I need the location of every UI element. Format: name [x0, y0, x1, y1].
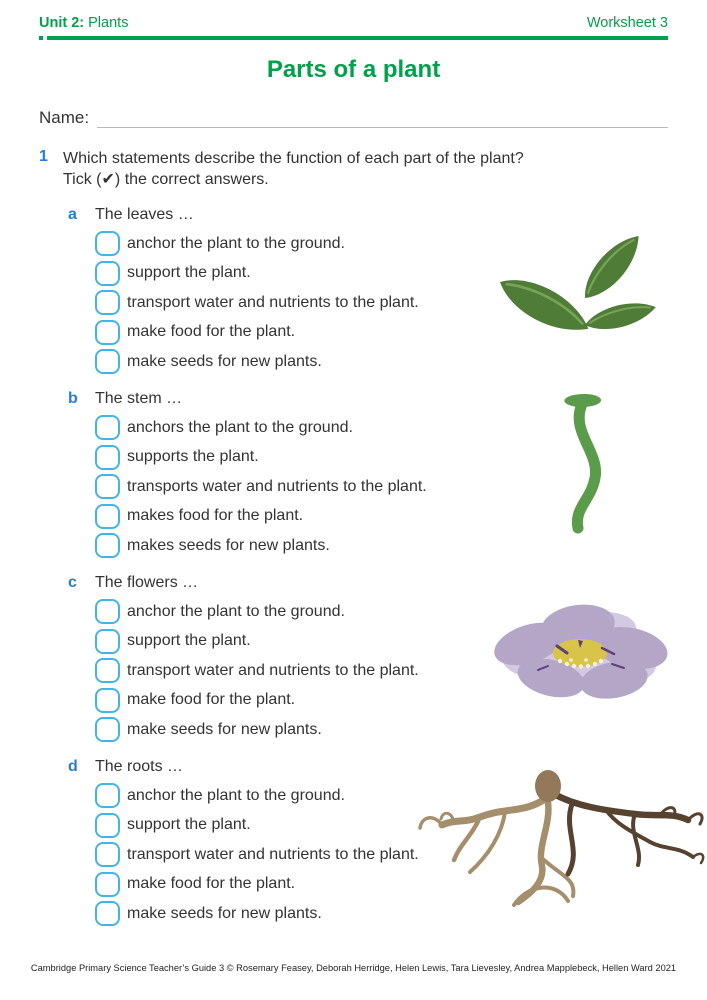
- checkbox[interactable]: [95, 901, 120, 926]
- option-label: make seeds for new plants.: [127, 352, 322, 370]
- option-label: make food for the plant.: [127, 323, 296, 340]
- option-row: [95, 445, 668, 470]
- checkbox[interactable]: [95, 261, 120, 286]
- option-row: [95, 717, 668, 742]
- checkbox[interactable]: [95, 290, 120, 315]
- option-row: [95, 688, 668, 713]
- checkbox[interactable]: [95, 783, 120, 808]
- option-label: supports the plant.: [127, 448, 259, 465]
- option-row: [95, 872, 668, 897]
- section-letter: b: [68, 390, 78, 407]
- option-row: [95, 415, 668, 440]
- option-row: [95, 813, 668, 838]
- question-number: 1: [39, 148, 48, 165]
- checkbox[interactable]: [95, 629, 120, 654]
- option-label: anchor the plant to the ground.: [127, 602, 345, 620]
- checkbox[interactable]: [95, 842, 120, 867]
- option-row: [95, 629, 668, 654]
- name-label: Name:: [39, 108, 90, 127]
- option-row: [95, 533, 668, 558]
- option-row: [95, 474, 668, 499]
- option-label: anchor the plant to the ground.: [127, 786, 345, 804]
- page-header: [39, 15, 668, 31]
- option-label: make seeds for new plants.: [127, 904, 322, 922]
- question-1: [39, 148, 668, 190]
- checkbox[interactable]: [95, 872, 120, 897]
- section-heading: The leaves …: [95, 206, 194, 223]
- option-label: make seeds for new plants.: [127, 720, 322, 738]
- checkbox[interactable]: [95, 474, 120, 499]
- option-row: [95, 261, 668, 286]
- unit-number: Unit 2:: [39, 15, 85, 31]
- checkbox[interactable]: [95, 320, 120, 345]
- checkbox[interactable]: [95, 415, 120, 440]
- section-heading: The roots …: [95, 758, 184, 775]
- option-label: make food for the plant.: [127, 875, 296, 892]
- page-title: Parts of a plant: [266, 56, 441, 83]
- option-row: [95, 320, 668, 345]
- worksheet-label: Worksheet 3: [586, 15, 668, 31]
- option-label: transport water and nutrients to the plant.: [127, 661, 419, 679]
- option-label: make food for the plant.: [127, 691, 296, 708]
- option-label: anchor the plant to the ground.: [127, 234, 345, 252]
- option-row: [95, 658, 668, 683]
- checkbox[interactable]: [95, 717, 120, 742]
- section-heading: The stem …: [95, 390, 183, 407]
- name-input-line[interactable]: [97, 109, 668, 128]
- section-stem: [68, 390, 668, 558]
- option-label: transport water and nutrients to the plant.: [127, 845, 419, 863]
- option-row: [95, 599, 668, 624]
- option-row: [95, 504, 668, 529]
- question-line-2: Tick (✔) the correct answers.: [63, 171, 269, 188]
- unit-label: [39, 15, 128, 31]
- option-label: makes food for the plant.: [127, 507, 304, 524]
- option-row: [95, 901, 668, 926]
- checkbox[interactable]: [95, 688, 120, 713]
- header-rule: [39, 36, 668, 40]
- option-label: support the plant.: [127, 264, 251, 281]
- option-label: support the plant.: [127, 632, 251, 649]
- section-letter: c: [68, 574, 77, 591]
- option-label: anchors the plant to the ground.: [127, 418, 353, 436]
- option-label: makes seeds for new plants.: [127, 536, 330, 554]
- checkbox[interactable]: [95, 231, 120, 256]
- checkbox[interactable]: [95, 445, 120, 470]
- option-label: support the plant.: [127, 816, 251, 833]
- unit-title: Plants: [84, 15, 129, 31]
- checkbox[interactable]: [95, 658, 120, 683]
- header-rule-line: [47, 36, 668, 40]
- checkbox[interactable]: [95, 533, 120, 558]
- copyright-footer: Cambridge Primary Science Teacher’s Guide 3 © Rosemary Feasey, Deborah Herridge, Helen Lewis, Tara Lievesley, Andrea Mapplebeck, Hellen Ward 2021: [30, 963, 677, 973]
- option-label: transports water and nutrients to the plant.: [127, 477, 427, 495]
- section-letter: d: [68, 758, 78, 775]
- section-leaves: [68, 206, 668, 374]
- option-label: transport water and nutrients to the plant.: [127, 293, 419, 311]
- option-row: [95, 231, 668, 256]
- section-letter: a: [68, 206, 77, 223]
- question-text: [63, 148, 524, 190]
- section-heading: The flowers …: [95, 574, 199, 591]
- section-roots: [68, 758, 668, 926]
- checkbox[interactable]: [95, 599, 120, 624]
- option-row: [95, 349, 668, 374]
- checkbox[interactable]: [95, 813, 120, 838]
- option-row: [95, 290, 668, 315]
- checkbox[interactable]: [95, 349, 120, 374]
- question-line-1: Which statements describe the function of each part of the plant?: [63, 150, 524, 167]
- header-rule-dot: [39, 36, 43, 40]
- section-flowers: [68, 574, 668, 742]
- checkbox[interactable]: [95, 504, 120, 529]
- option-row: [95, 842, 668, 867]
- option-row: [95, 783, 668, 808]
- name-row: [39, 108, 668, 128]
